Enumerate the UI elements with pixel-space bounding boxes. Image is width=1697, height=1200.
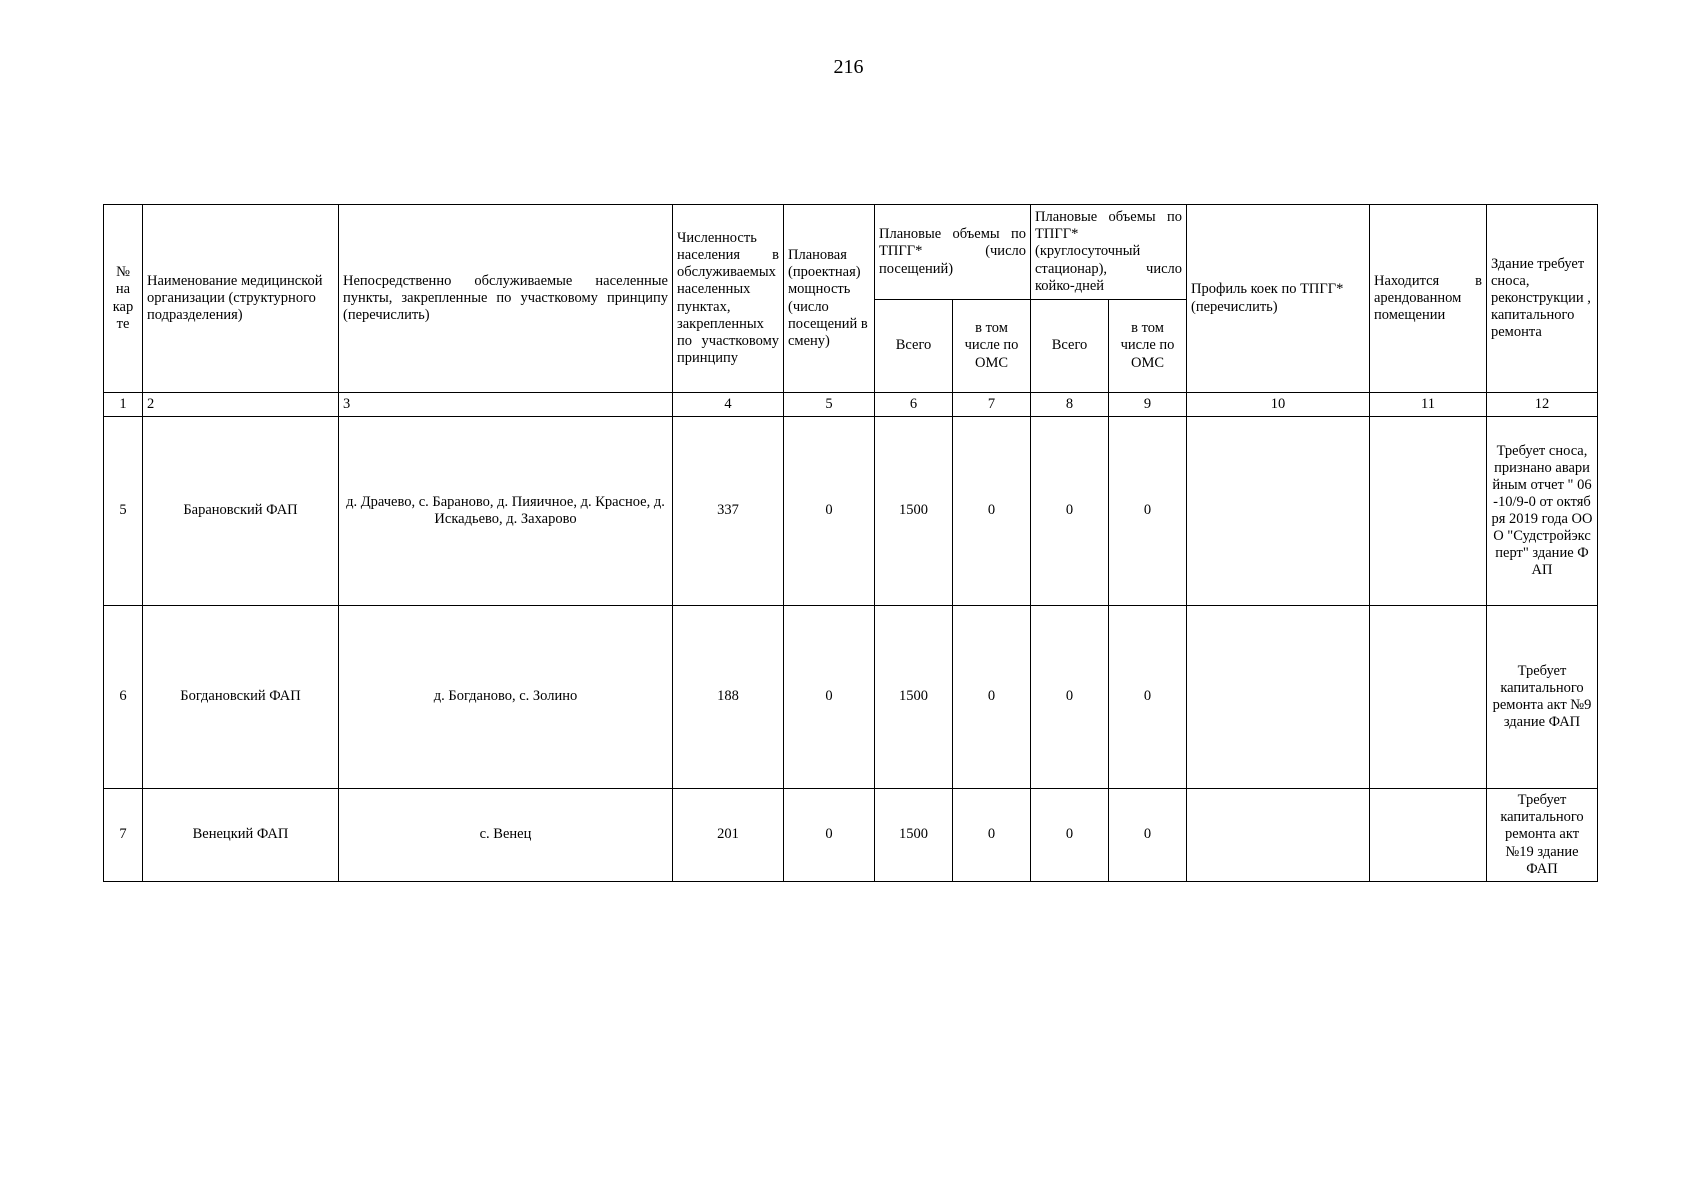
facilities-table bbox=[103, 204, 1598, 882]
header-beds-group: Плановые объемы по ТПГГ* (круглосуточный стационар), число койко-дней bbox=[1031, 205, 1187, 300]
column-number: 2 bbox=[143, 393, 339, 417]
header-bed-profile: Профиль коек по ТПГГ* (перечислить) bbox=[1187, 205, 1370, 393]
header-beds-total: Всего bbox=[1031, 300, 1109, 393]
column-number: 8 bbox=[1031, 393, 1109, 417]
cell-capacity: 0 bbox=[784, 417, 875, 606]
cell-organization-name: Барановский ФАП bbox=[143, 417, 339, 606]
header-population: Численность населения в обслуживаемых населенных пунктах, закрепленных по участковому принципу bbox=[673, 205, 784, 393]
cell-settlements: с. Венец bbox=[339, 789, 673, 882]
column-number: 9 bbox=[1109, 393, 1187, 417]
cell-population: 337 bbox=[673, 417, 784, 606]
cell-settlements: д. Драчево, с. Бараново, д. Пияичное, д. Красное, д. Искадьево, д. Захарово bbox=[339, 417, 673, 606]
header-visits-oms: в том числе по ОМС bbox=[953, 300, 1031, 393]
column-number: 1 bbox=[104, 393, 143, 417]
cell-rented bbox=[1370, 789, 1487, 882]
header-settlements: Непосредственно обслуживаемые населенные пункты, закрепленные по участковому принципу (перечислить) bbox=[339, 205, 673, 393]
table-row bbox=[104, 417, 1598, 606]
cell-beds-oms: 0 bbox=[1109, 789, 1187, 882]
column-number: 12 bbox=[1487, 393, 1598, 417]
header-rented: Находится в арендованном помещении bbox=[1370, 205, 1487, 393]
cell-building-state: Требует капитального ремонта акт №9 здание ФАП bbox=[1487, 606, 1598, 789]
cell-map-number: 6 bbox=[104, 606, 143, 789]
cell-visits-total: 1500 bbox=[875, 606, 953, 789]
cell-map-number: 5 bbox=[104, 417, 143, 606]
cell-capacity: 0 bbox=[784, 789, 875, 882]
header-organization-name: Наименование медицинской организации (структурного подразделения) bbox=[143, 205, 339, 393]
cell-beds-oms: 0 bbox=[1109, 606, 1187, 789]
cell-visits-oms: 0 bbox=[953, 789, 1031, 882]
cell-visits-total: 1500 bbox=[875, 789, 953, 882]
column-number: 4 bbox=[673, 393, 784, 417]
header-visits-group: Плановые объемы по ТПГГ* (число посещений) bbox=[875, 205, 1031, 300]
cell-organization-name: Богдановский ФАП bbox=[143, 606, 339, 789]
cell-beds-total: 0 bbox=[1031, 417, 1109, 606]
cell-building-state: Требует капитального ремонта акт №19 здание ФАП bbox=[1487, 789, 1598, 882]
column-number: 10 bbox=[1187, 393, 1370, 417]
header-map-number: № на кар те bbox=[104, 205, 143, 393]
cell-visits-oms: 0 bbox=[953, 417, 1031, 606]
table-row bbox=[104, 789, 1598, 882]
header-beds-oms: в том числе по ОМС bbox=[1109, 300, 1187, 393]
cell-map-number: 7 bbox=[104, 789, 143, 882]
header-capacity: Плановая (проектная) мощность (число посещений в смену) bbox=[784, 205, 875, 393]
cell-bed-profile bbox=[1187, 606, 1370, 789]
cell-beds-total: 0 bbox=[1031, 606, 1109, 789]
cell-population: 188 bbox=[673, 606, 784, 789]
cell-capacity: 0 bbox=[784, 606, 875, 789]
column-number: 5 bbox=[784, 393, 875, 417]
header-row-top bbox=[104, 205, 1598, 300]
cell-organization-name: Венецкий ФАП bbox=[143, 789, 339, 882]
column-number-row bbox=[104, 393, 1598, 417]
cell-visits-total: 1500 bbox=[875, 417, 953, 606]
cell-beds-oms: 0 bbox=[1109, 417, 1187, 606]
cell-bed-profile bbox=[1187, 789, 1370, 882]
column-number: 11 bbox=[1370, 393, 1487, 417]
cell-bed-profile bbox=[1187, 417, 1370, 606]
header-building-state: Здание требует сноса, реконструкции , капитального ремонта bbox=[1487, 205, 1598, 393]
cell-settlements: д. Богданово, с. Золино bbox=[339, 606, 673, 789]
cell-beds-total: 0 bbox=[1031, 789, 1109, 882]
cell-building-state: Требует сноса, признано аварийным отчет " 06-10/9-0 от октября 2019 года ООО "Судстройэксперт" здание ФАП bbox=[1487, 417, 1598, 606]
column-number: 3 bbox=[339, 393, 673, 417]
cell-visits-oms: 0 bbox=[953, 606, 1031, 789]
cell-rented bbox=[1370, 606, 1487, 789]
cell-rented bbox=[1370, 417, 1487, 606]
cell-population: 201 bbox=[673, 789, 784, 882]
header-visits-total: Всего bbox=[875, 300, 953, 393]
page-number: 216 bbox=[833, 56, 864, 78]
table-row bbox=[104, 606, 1598, 789]
column-number: 7 bbox=[953, 393, 1031, 417]
column-number: 6 bbox=[875, 393, 953, 417]
